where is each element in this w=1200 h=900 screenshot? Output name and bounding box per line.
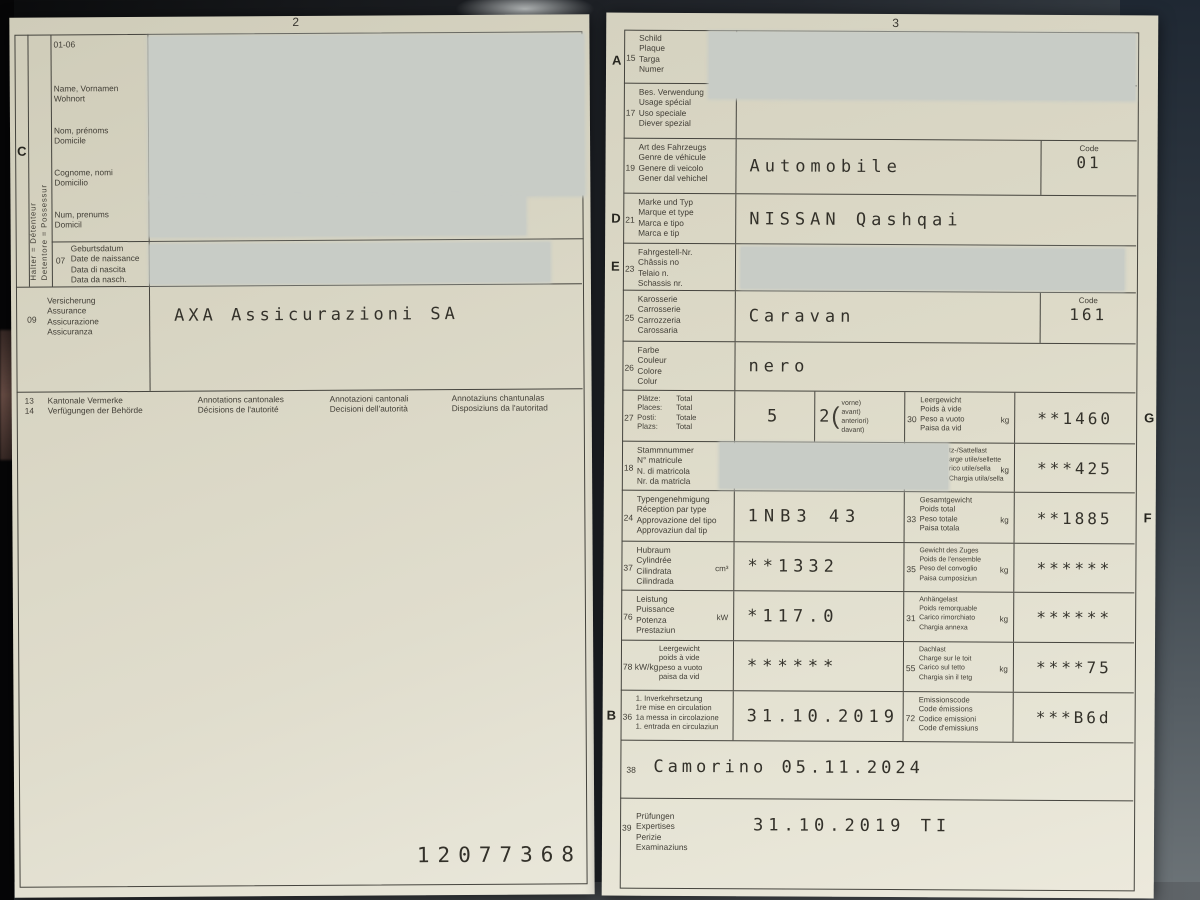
field-row-21-make-type — [623, 194, 1136, 247]
field-number: 19 — [625, 162, 636, 173]
type-approval-labels: Typengenehmigung Réception par type Approvazione del tipo Approvaziun dal tip — [636, 493, 717, 535]
unit-kg: kg — [1000, 515, 1009, 525]
field-row-39-inspections — [620, 799, 1133, 888]
field-row-38-issue — [620, 741, 1133, 802]
field-number: 38 — [626, 764, 636, 775]
redaction-box — [150, 242, 550, 283]
empty-weight-labels: Leergewicht Poids à vide Peso a vuoto Paisa da vid — [920, 395, 965, 433]
displacement-labels: Hubraum Cylindrée Cilindrata Cilindrada — [636, 544, 674, 586]
redaction-box — [709, 32, 1135, 100]
holder-label-fr: Nom, prénoms Domicile — [53, 125, 109, 146]
ratio-value: ****** — [746, 655, 839, 677]
field-number: 23 — [624, 263, 635, 274]
vehicle-kind-labels: Art des Fahrzeugs Genre de véhicule Genere di veicolo Gener dal vehichel — [638, 141, 708, 183]
vehicle-kind-value: Automobile — [749, 156, 902, 178]
unit-kg: kg — [1000, 465, 1009, 475]
special-use-labels: Bes. Verwendung Usage spécial Uso speciale Diever spezial — [638, 86, 704, 128]
field-number: 25 — [624, 312, 635, 323]
redaction-box — [148, 34, 584, 198]
field-number: 72 — [905, 713, 916, 724]
document-serial-number: 12077368 — [416, 842, 583, 868]
seats-labels: Plätze: Places: Posti: Plazs: — [637, 393, 663, 432]
annotations-rm: Annotaziuns chantunalas Disposiziuns da l'autoritad — [451, 392, 548, 414]
paren-glyph: ( — [831, 402, 840, 430]
field-number-07: 07 — [55, 255, 66, 266]
payload-value: ***425 — [1036, 458, 1113, 478]
field-number-09: 09 — [27, 314, 37, 325]
annotation-numbers: 13 14 — [24, 395, 34, 416]
section-letter-d: D — [611, 210, 621, 226]
colour-value: nero — [748, 356, 810, 377]
field-row-26-colour — [622, 342, 1135, 394]
field-number-01-06: 01-06 — [53, 39, 76, 50]
section-letter-g: G — [1144, 410, 1155, 426]
field-row-78-power-weight-ratio — [621, 641, 1134, 694]
code-label: Code — [1078, 296, 1098, 306]
holder-label-de: Name, Vornamen Wohnort — [53, 83, 119, 104]
field-row-27-seats — [622, 391, 1135, 445]
payload-labels: tz-/Sattellast arge utile/sellette rico utile/sella Chargia utila/sella — [948, 447, 1004, 483]
body-code: 161 — [1069, 304, 1108, 325]
holder-label-rm: Num, prenums Domicil — [54, 209, 109, 230]
chassis-labels: Fahrgestell-Nr. Châssis no Telaio n. Schassis nr. — [637, 246, 693, 288]
field-number: 78 kW/kg — [622, 661, 659, 672]
field-number: 33 — [906, 513, 917, 524]
section-letter-c: C — [17, 143, 27, 159]
annotations-de: Kantonale Vermerke Verfügungen der Behörde — [47, 395, 143, 416]
page-number-right: 3 — [892, 16, 899, 31]
field-number: 24 — [623, 512, 634, 523]
page-number-left: 2 — [292, 15, 300, 30]
field-row-37-displacement — [621, 542, 1134, 594]
field-row-76-power — [621, 591, 1134, 644]
field-number: 31 — [906, 613, 916, 624]
plate-labels: Schild Plaque Targa Numer — [638, 32, 665, 74]
unit-kw: kW — [716, 613, 729, 623]
section-letter-a: A — [612, 52, 622, 68]
ratio-labels: Leergewicht poids à vide peso a vuoto paisa da vid — [658, 643, 703, 682]
field-number: 26 — [624, 362, 634, 373]
field-number: 36 — [622, 711, 633, 722]
total-weight-value: **1885 — [1036, 508, 1113, 528]
seats-total-value: 5 — [767, 406, 783, 427]
inspections-value: 31.10.2019 TI — [753, 815, 952, 837]
empty-weight-value: **1460 — [1037, 408, 1114, 428]
total-weight-labels: Gesamtgewicht Poids total Peso totale Paisa totala — [919, 495, 973, 533]
vehicle-kind-code: 01 — [1076, 153, 1102, 173]
document-page-left — [9, 14, 594, 898]
field-row-19-vehicle-kind — [623, 139, 1136, 197]
redaction-box — [149, 196, 525, 237]
seats-total-labels: Total Total Totale Total — [676, 393, 697, 432]
field-number: 76 — [623, 611, 633, 622]
power-labels: Leistung Puissance Potenza Prestaziun — [636, 593, 676, 635]
holder-label-it: Cognome, nomi Domicilio — [54, 167, 113, 188]
unit-kg: kg — [999, 664, 1008, 674]
unit-kg: kg — [999, 614, 1009, 624]
field-number: 35 — [906, 563, 916, 574]
register-number-labels: Stammnummer N° matricule N. di matricola Nr. da matricla — [636, 444, 694, 486]
field-row-36-first-registration — [621, 691, 1134, 744]
field-number: 15 — [626, 52, 636, 63]
field-number: 27 — [624, 412, 634, 423]
inspections-labels: Prüfungen Expertises Perizie Examinaziuns — [635, 810, 688, 852]
trailer-load-value: ****** — [1036, 607, 1113, 628]
field-number: 39 — [622, 822, 632, 833]
first-registration-value: 31.10.2019 — [746, 705, 900, 727]
seats-front-value: 2 — [819, 406, 830, 427]
birthdate-labels: Geburtsdatum Date de naissance Data di nascita Data da nasch. — [70, 243, 140, 285]
field-number: 37 — [623, 562, 633, 573]
field-row-24-type-approval — [622, 491, 1135, 545]
unit-kg: kg — [1000, 415, 1010, 425]
seats-front-labels: vorne) avant) anteriori) davant) — [841, 399, 869, 435]
train-weight-value: ****** — [1036, 558, 1113, 578]
body-value: Caravan — [748, 306, 856, 327]
roof-load-value: ****75 — [1035, 657, 1112, 678]
insurance-labels: Versicherung Assurance Assicurazione Assicuranza — [47, 295, 99, 337]
section-letter-b: B — [606, 707, 617, 723]
annotations-it: Annotazioni cantonali Decisioni dell'autorità — [329, 393, 409, 415]
emission-code-value: ***B6d — [1035, 707, 1112, 728]
unit-cm3: cm³ — [715, 563, 729, 573]
code-label: Code — [1079, 144, 1099, 154]
field-row-25-body — [623, 291, 1136, 345]
roof-load-labels: Dachlast Charge sur le toit Carico sul tetto Chargia sin il tetg — [918, 646, 973, 682]
field-number: 30 — [907, 413, 917, 424]
field-number: 18 — [623, 462, 634, 473]
emission-code-labels: Emissionscode Code émissions Codice emissioni Code d'emissiuns — [918, 695, 979, 733]
section-letter-f: F — [1143, 510, 1152, 526]
field-number: 55 — [905, 663, 916, 674]
unit-kg: kg — [999, 565, 1009, 575]
train-weight-labels: Gewicht des Zuges Poids de l'ensemble Peso del convoglio Paisa cumposiziun — [919, 547, 981, 583]
insurance-value: AXA Assicurazioni SA — [174, 304, 459, 326]
holder-vertical-label-2: Detentore = Possessur — [39, 184, 49, 281]
type-approval-value: 1NB3 43 — [747, 506, 862, 527]
section-letter-e: E — [610, 258, 620, 274]
colour-labels: Farbe Couleur Colore Colur — [637, 344, 667, 386]
document-page-right — [602, 13, 1159, 899]
field-number: 21 — [625, 214, 635, 225]
holder-vertical-label-1: Halter = Détenteur — [28, 202, 38, 281]
make-type-value: NISSAN Qashqai — [749, 208, 963, 230]
body-labels: Karosserie Carrosserie Carrozzeria Carossaria — [637, 293, 681, 335]
make-type-labels: Marke und Typ Marque et type Marca e tipo Marca e tip — [638, 196, 694, 238]
power-value: *117.0 — [747, 605, 839, 627]
first-registration-labels: 1. Inverkehrsetzung 1re mise en circulation 1a messa in circolazione 1. entrada en circulaziun — [635, 693, 719, 732]
annotations-fr: Annotations cantonales Décisions de l'autorité — [197, 394, 284, 415]
field-number: 17 — [625, 107, 636, 118]
displacement-value: **1332 — [747, 556, 839, 577]
redaction-box — [720, 443, 948, 489]
issue-place-date-value: Camorino 05.11.2024 — [653, 756, 924, 779]
trailer-load-labels: Anhängelast Poids remorquable Carico rimorchiato Chargia annexa — [919, 596, 978, 632]
redaction-box — [741, 247, 1124, 290]
